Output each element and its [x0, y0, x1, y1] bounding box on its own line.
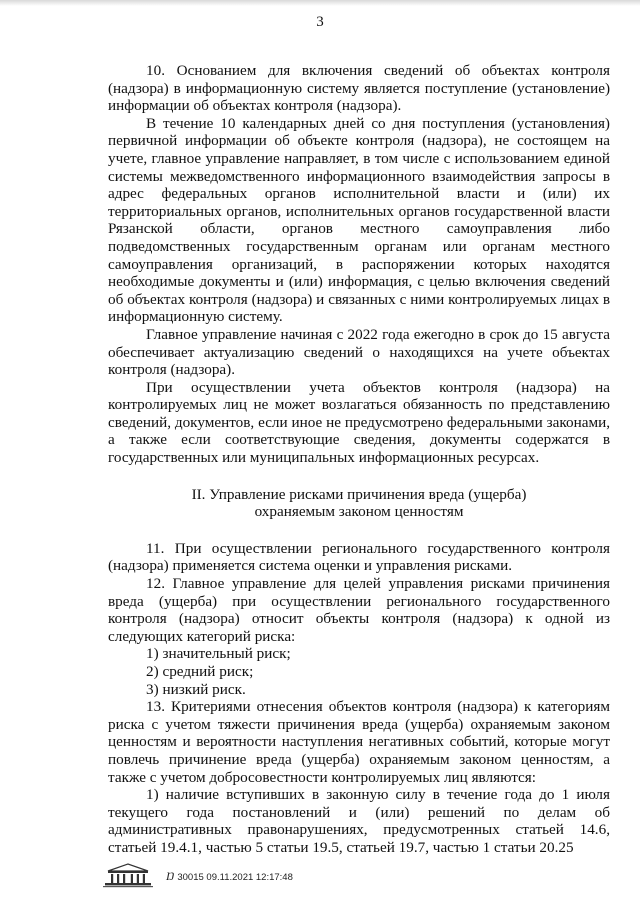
section-heading-line2: охраняемым законом ценностям [254, 503, 464, 521]
footer-registration [166, 869, 293, 884]
section-heading-line1: II. Управление рисками причинения вреда (ущерба) [191, 485, 527, 503]
paragraph-actualization: Главное управление начиная с 2022 года ежегодно в срок до 15 августа обеспечивает актуализацию сведений о находящихся на учете объектах контроля (надзора). [108, 325, 610, 379]
risk-list-item: 2) средний риск; [146, 663, 254, 680]
paragraph-registration-period: В течение 10 календарных дней со дня поступления (установления) первичной информации об объекте контроля (надзора), не состоящем на учете, главное управление направляет, в том числе с использованием единой системы межведомственного информационного взаимодействия запросы в адрес федеральных органов исполнительной власти и (или) их территориальных органов, исполнительных органов государственной власти Рязанской области, органов местного самоуправления либо подведомственных государственным органам или органам местного самоуправления организаций, в распоряжении которых находятся необходимые документы и (или) информация, с целью включения сведений об объектах контроля (надзора) и связанных с ними контролируемых лицах в информационную систему. [108, 114, 610, 326]
paragraph-11: 11. При осуществлении регионального государственного контроля (надзора) применяется система оценки и управления рисками. [108, 539, 610, 575]
paragraph-10: 10. Основанием для включения сведений об объектах контроля (надзора) в информационную систему является поступление (установление) информации об объектах контроля (надзора). [108, 62, 610, 115]
scan-edge [0, 0, 640, 6]
document-body [108, 62, 610, 857]
page-number: 3 [316, 14, 324, 30]
section-heading [108, 486, 610, 521]
footer [100, 862, 500, 890]
risk-list-item: 3) низкий риск. [146, 680, 246, 698]
risk-list-item: 1) значительный риск; [146, 645, 291, 663]
footer-text: 30015 09.11.2021 12:17:48 [177, 872, 293, 883]
government-building-stamp-icon [100, 862, 156, 888]
footer-symbol: Ŋ [166, 869, 175, 883]
paragraph-13: 13. Критериями отнесения объектов контроля (надзора) к категориям риска с учетом тяжести причинения вреда (ущерба) охраняемым законом ценностям и вероятности наступления негативных событий, которые могут повлечь причинение вреда (ущерба) охраняемым законом ценностям, а также с учетом добросовестности контролируемых лиц являются: [108, 698, 610, 786]
paragraph-13-item-1: 1) наличие вступивших в законную силу в течение года до 1 июля текущего года постановлений и (или) решений по делам об административных правонарушениях, предусмотренных статьей 14.6, статьей 19.4.1, частью 5 статьи 19.5, статьей 19.7, частью 1 статьи 20.25 [108, 786, 610, 856]
paragraph-no-obligation: При осуществлении учета объектов контроля (надзора) на контролируемых лиц не может возлагаться обязанность по представлению сведений, документов, если иное не предусмотрено федеральными законами, а также если соответствующие сведения, документы содержатся в государственных или муниципальных информационных ресурсах. [108, 378, 610, 467]
paragraph-12: 12. Главное управление для целей управления рисками причинения вреда (ущерба) при осуществлении регионального государственного контроля (надзора) относит объекты контроля (надзора) к одной из следующих категорий риска: [108, 575, 610, 645]
